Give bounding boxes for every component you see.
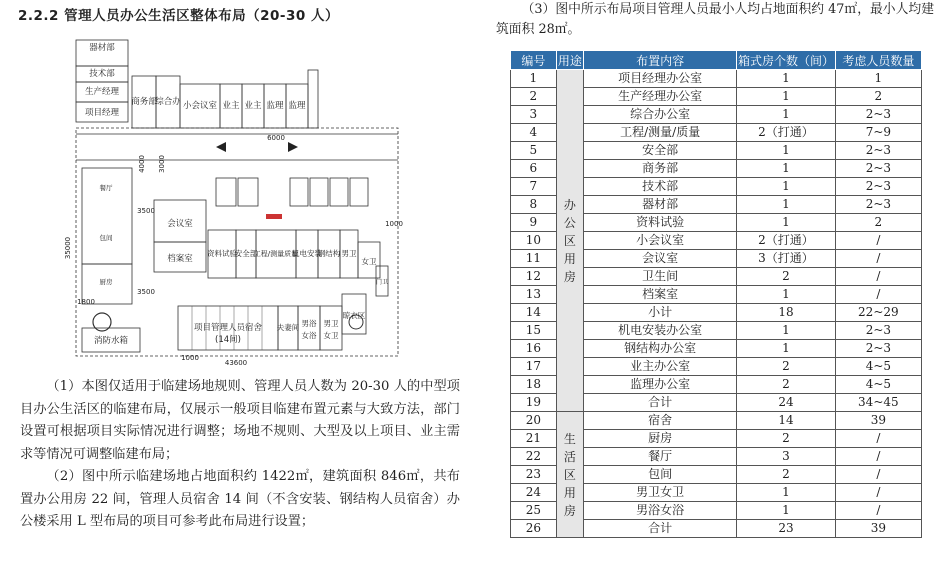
row-box-count: 1 [737, 214, 835, 232]
row-content: 餐厅 [584, 448, 737, 466]
room-label-supervision-2: 监理 [288, 101, 306, 111]
row-box-count: 1 [737, 88, 835, 106]
row-staff-count: / [835, 250, 921, 268]
row-staff-count: 2~3 [835, 142, 921, 160]
dim-total-height: 35000 [64, 236, 72, 260]
row-content: 器材部 [584, 196, 737, 214]
row-staff-count: / [835, 286, 921, 304]
row-staff-count: 2 [835, 88, 921, 106]
table-header-row [511, 51, 922, 70]
row-box-count: 2 [737, 376, 835, 394]
room-label-steel: 钢结构 [317, 249, 341, 258]
row-number: 24 [511, 484, 557, 502]
row-number: 1 [511, 70, 557, 88]
row-number: 10 [511, 232, 557, 250]
row-content: 安全部 [584, 142, 737, 160]
row-box-count: 1 [737, 70, 835, 88]
room-label-business: 商务部 [131, 97, 157, 107]
row-number: 16 [511, 340, 557, 358]
site-plan-drawing [66, 28, 406, 368]
row-box-count: 3 [737, 448, 835, 466]
row-number: 21 [511, 430, 557, 448]
room-label-dormitory-count: (14间) [215, 335, 241, 345]
dim-3500-a: 3500 [137, 207, 155, 215]
row-box-count: 1 [737, 160, 835, 178]
header-staff-count: 考虑人员数量 [835, 51, 921, 70]
row-number: 25 [511, 502, 557, 520]
room-label-private-room: 包间 [99, 234, 113, 242]
row-box-count: 2（打通） [737, 124, 835, 142]
row-content: 男浴女浴 [584, 502, 737, 520]
dim-4000: 4000 [138, 155, 146, 173]
row-content: 宿舍 [584, 412, 737, 430]
usage-life-label: 生活区用房 [563, 431, 576, 518]
row-content: 技术部 [584, 178, 737, 196]
row-box-count: 23 [737, 520, 835, 538]
row-number: 7 [511, 178, 557, 196]
header-content: 布置内容 [584, 51, 737, 70]
row-staff-count: / [835, 268, 921, 286]
room-label-owner-2: 业主 [244, 101, 262, 111]
row-content: 商务部 [584, 160, 737, 178]
room-label-female-wc: 女卫 [323, 331, 339, 340]
room-label-meeting: 会议室 [167, 219, 193, 229]
row-number: 26 [511, 520, 557, 538]
row-staff-count: / [835, 484, 921, 502]
row-staff-count: 1 [835, 70, 921, 88]
row-staff-count: / [835, 502, 921, 520]
row-box-count: 14 [737, 412, 835, 430]
row-staff-count: / [835, 430, 921, 448]
row-number: 17 [511, 358, 557, 376]
row-content: 监理办公室 [584, 376, 737, 394]
row-content: 小会议室 [584, 232, 737, 250]
room-label-canteen: 餐厅 [99, 184, 113, 192]
row-content: 会议室 [584, 250, 737, 268]
dim-3500-b: 3500 [137, 288, 155, 296]
row-box-count: 1 [737, 178, 835, 196]
header-box-count: 箱式房个数（间） [737, 51, 835, 70]
row-box-count: 2 [737, 466, 835, 484]
row-content: 合计 [584, 520, 737, 538]
row-content: 工程/测量/质量 [584, 124, 737, 142]
room-label-gate: 门卫 [375, 279, 389, 286]
row-staff-count: / [835, 448, 921, 466]
row-staff-count: 22~29 [835, 304, 921, 322]
row-content: 男卫女卫 [584, 484, 737, 502]
usage-office-label: 办公区用房 [563, 197, 576, 284]
row-content: 资料试验 [584, 214, 737, 232]
row-content: 生产经理办公室 [584, 88, 737, 106]
room-label-project-manager: 项目经理 [84, 108, 120, 118]
room-label-male-bath: 男浴 [301, 319, 317, 328]
row-staff-count: / [835, 232, 921, 250]
left-column [0, 0, 470, 565]
row-staff-count: 4~5 [835, 358, 921, 376]
row-box-count: 1 [737, 196, 835, 214]
row-box-count: 24 [737, 394, 835, 412]
room-label-safety: 安全部 [234, 249, 258, 258]
row-number: 13 [511, 286, 557, 304]
room-label-engineering: 工程/测量质量 [253, 250, 299, 258]
row-box-count: 1 [737, 322, 835, 340]
note-paragraph-1: （1）本图仅适用于临建场地规则、管理人员人数为 20-30 人的中型项目办公生活区的临建布局，仅展示一般项目临建布置元素与大致方法，部门设置可根据项目实际情况进行调整；场地不规则、大型及以上项目、业主需求等情况可调整临建布局； [20, 379, 460, 462]
row-content: 合计 [584, 394, 737, 412]
row-number: 9 [511, 214, 557, 232]
room-label-technical: 技术部 [89, 69, 115, 79]
section-heading: 2.2.2 管理人员办公生活区整体布局（20-30 人） [18, 8, 340, 24]
row-box-count: 2（打通） [737, 232, 835, 250]
row-staff-count: 2 [835, 214, 921, 232]
room-label-fire-tank: 消防水箱 [93, 336, 129, 346]
row-box-count: 1 [737, 484, 835, 502]
row-staff-count: 39 [835, 520, 921, 538]
row-staff-count: 4~5 [835, 376, 921, 394]
row-number: 18 [511, 376, 557, 394]
dim-1000-a: 1000 [385, 220, 403, 228]
row-number: 23 [511, 466, 557, 484]
row-content: 厨房 [584, 430, 737, 448]
room-label-testing: 资料试验 [207, 249, 237, 258]
row-number: 2 [511, 88, 557, 106]
room-label-female-bath: 女浴 [301, 331, 317, 340]
row-number: 11 [511, 250, 557, 268]
row-number: 12 [511, 268, 557, 286]
room-label-male-wc: 男卫 [323, 319, 339, 328]
row-number: 6 [511, 160, 557, 178]
row-content: 钢结构办公室 [584, 340, 737, 358]
room-label-drying-area: 晾衣区 [342, 311, 366, 320]
note-paragraph-2: （2）图中所示临建场地占地面积约 1422㎡，建筑面积 846㎡，共布置办公用房 22 间，管理人员宿舍 14 间（不含安装、钢结构人员宿舍）办公楼采用 L 型布局的项目可参考此布局进行设置； [20, 469, 460, 529]
room-label-male-toilet: 男卫 [341, 249, 357, 258]
row-box-count: 1 [737, 106, 835, 124]
row-staff-count: 7~9 [835, 124, 921, 142]
room-label-equipment: 器材部 [89, 43, 115, 53]
note-paragraph-3: （3）图中所示布局项目管理人员最小人均占地面积约 47㎡，最小人均建筑面积 28㎡。 [496, 2, 934, 37]
row-staff-count: 2~3 [835, 340, 921, 358]
row-number: 22 [511, 448, 557, 466]
room-label-production-manager: 生产经理 [84, 87, 120, 97]
row-content: 卫生间 [584, 268, 737, 286]
row-staff-count: 2~3 [835, 178, 921, 196]
header-number: 编号 [511, 51, 557, 70]
row-content: 综合办公室 [584, 106, 737, 124]
room-label-supervision: 监理 [266, 101, 284, 111]
row-staff-count: 2~3 [835, 106, 921, 124]
row-number: 5 [511, 142, 557, 160]
dim-road-width: 6000 [267, 134, 285, 142]
dim-3000: 3000 [158, 155, 166, 173]
room-label-couple-room: 夫妻间 [276, 323, 300, 332]
row-number: 8 [511, 196, 557, 214]
dim-1000-b: 1000 [181, 354, 199, 362]
row-content: 业主办公室 [584, 358, 737, 376]
row-content: 包间 [584, 466, 737, 484]
usage-office [556, 70, 583, 412]
row-box-count: 1 [737, 502, 835, 520]
room-label-kitchen: 厨房 [99, 278, 113, 286]
room-label-dormitory: 项目管理人员宿舍 [193, 323, 263, 333]
row-content: 项目经理办公室 [584, 70, 737, 88]
right-column [478, 0, 948, 565]
row-box-count: 18 [737, 304, 835, 322]
row-number: 15 [511, 322, 557, 340]
row-number: 14 [511, 304, 557, 322]
table-row [511, 412, 922, 430]
room-label-mep: 机电安装 [292, 249, 322, 258]
table-row [511, 70, 922, 88]
row-number: 20 [511, 412, 557, 430]
room-allocation-table [510, 50, 922, 538]
room-label-owner: 业主 [222, 101, 240, 111]
row-box-count: 1 [737, 340, 835, 358]
row-staff-count: 2~3 [835, 196, 921, 214]
row-number: 4 [511, 124, 557, 142]
room-label-female-toilet: 女卫 [361, 257, 377, 266]
row-staff-count: 2~3 [835, 160, 921, 178]
row-number: 19 [511, 394, 557, 412]
room-label-general-office: 综合办 [155, 97, 181, 107]
row-content: 档案室 [584, 286, 737, 304]
row-staff-count: 39 [835, 412, 921, 430]
dim-1800: 1800 [77, 298, 95, 306]
usage-life [556, 412, 583, 538]
row-number: 3 [511, 106, 557, 124]
row-staff-count: 2~3 [835, 322, 921, 340]
row-box-count: 3（打通） [737, 250, 835, 268]
room-label-archive: 档案室 [167, 254, 193, 264]
row-content: 机电安装办公室 [584, 322, 737, 340]
dim-total-width: 43600 [224, 359, 248, 367]
row-box-count: 1 [737, 142, 835, 160]
row-box-count: 2 [737, 430, 835, 448]
row-content: 小计 [584, 304, 737, 322]
row-staff-count: / [835, 466, 921, 484]
room-label-small-meeting: 小会议室 [182, 101, 218, 111]
row-staff-count: 34~45 [835, 394, 921, 412]
row-box-count: 2 [737, 358, 835, 376]
row-box-count: 2 [737, 268, 835, 286]
header-usage: 用途 [556, 51, 583, 70]
row-box-count: 1 [737, 286, 835, 304]
